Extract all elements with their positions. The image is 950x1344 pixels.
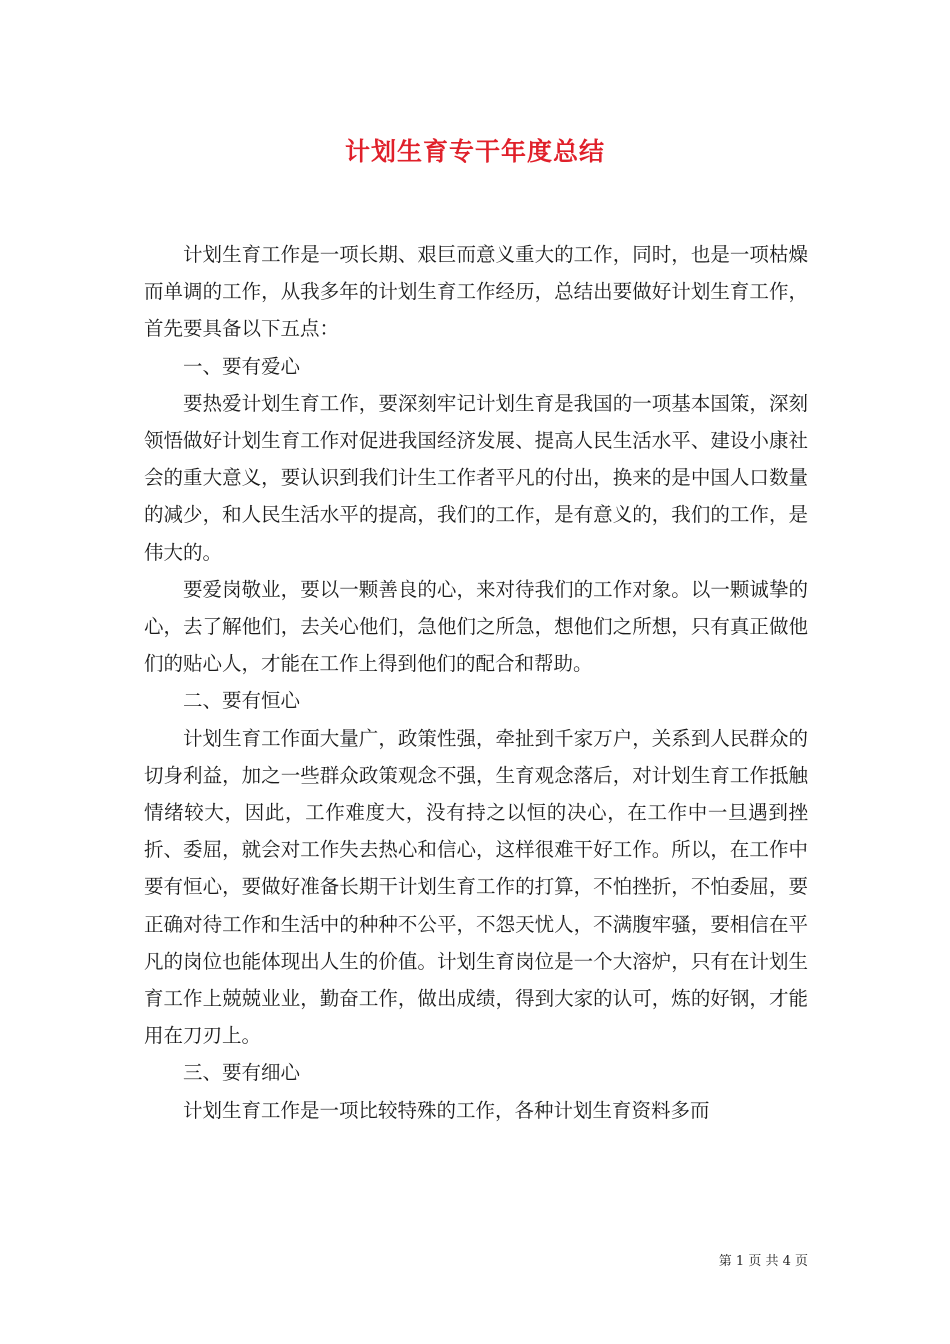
document-body [144, 236, 808, 1129]
paragraph-love-2: 要爱岗敬业，要以一颗善良的心，来对待我们的工作对象。以一颗诚挚的心，去了解他们，去关心他们，急他们之所急，想他们之所想，只有真正做他们的贴心人，才能在工作上得到他们的配合和帮助。 [144, 577, 808, 676]
paragraph-perseverance: 计划生育工作面大量广，政策性强，牵扯到千家万户，关系到人民群众的切身利益，加之一些群众政策观念不强，生育观念落后，对计划生育工作抵触情绪较大，因此，工作难度大，没有持之以恒的决心，在工作中一旦遇到挫折、委屈，就会对工作失去热心和信心，这样很难干好工作。所以，在工作中要有恒心，要做好准备长期干计划生育工作的打算，不怕挫折，不怕委屈，要正确对待工作和生活中的种种不公平，不怨天忧人，不满腹牢骚，要相信在平凡的岗位也能体现出人生的价值。计划生育岗位是一个大溶炉，只有在计划生育工作上兢兢业业，勤奋工作，做出成绩，得到大家的认可，炼的好钢，才能用在刀刃上。 [144, 726, 808, 1048]
section-heading-3: 三、要有细心 [183, 1061, 301, 1085]
paragraph-intro: 计划生育工作是一项长期、艰巨而意义重大的工作，同时，也是一项枯燥而单调的工作，从我多年的计划生育工作经历，总结出要做好计划生育工作，首先要具备以下五点： [144, 243, 808, 341]
document-title: 计划生育专干年度总结 [344, 137, 605, 166]
page-indicator: 第 1 页 共 4 页 [718, 1254, 808, 1269]
paragraph-care: 计划生育工作是一项比较特殊的工作，各种计划生育资料多而 [183, 1098, 710, 1122]
section-heading-1: 一、要有爱心 [183, 354, 301, 378]
section-heading-2: 二、要有恒心 [183, 689, 301, 713]
paragraph-love-1: 要热爱计划生育工作，要深刻牢记计划生育是我国的一项基本国策，深刻领悟做好计划生育工作对促进我国经济发展、提高人民生活水平、建设小康社会的重大意义，要认识到我们计生工作者平凡的付出，换来的是中国人口数量的减少，和人民生活水平的提高，我们的工作，是有意义的，我们的工作，是伟大的。 [144, 391, 808, 564]
